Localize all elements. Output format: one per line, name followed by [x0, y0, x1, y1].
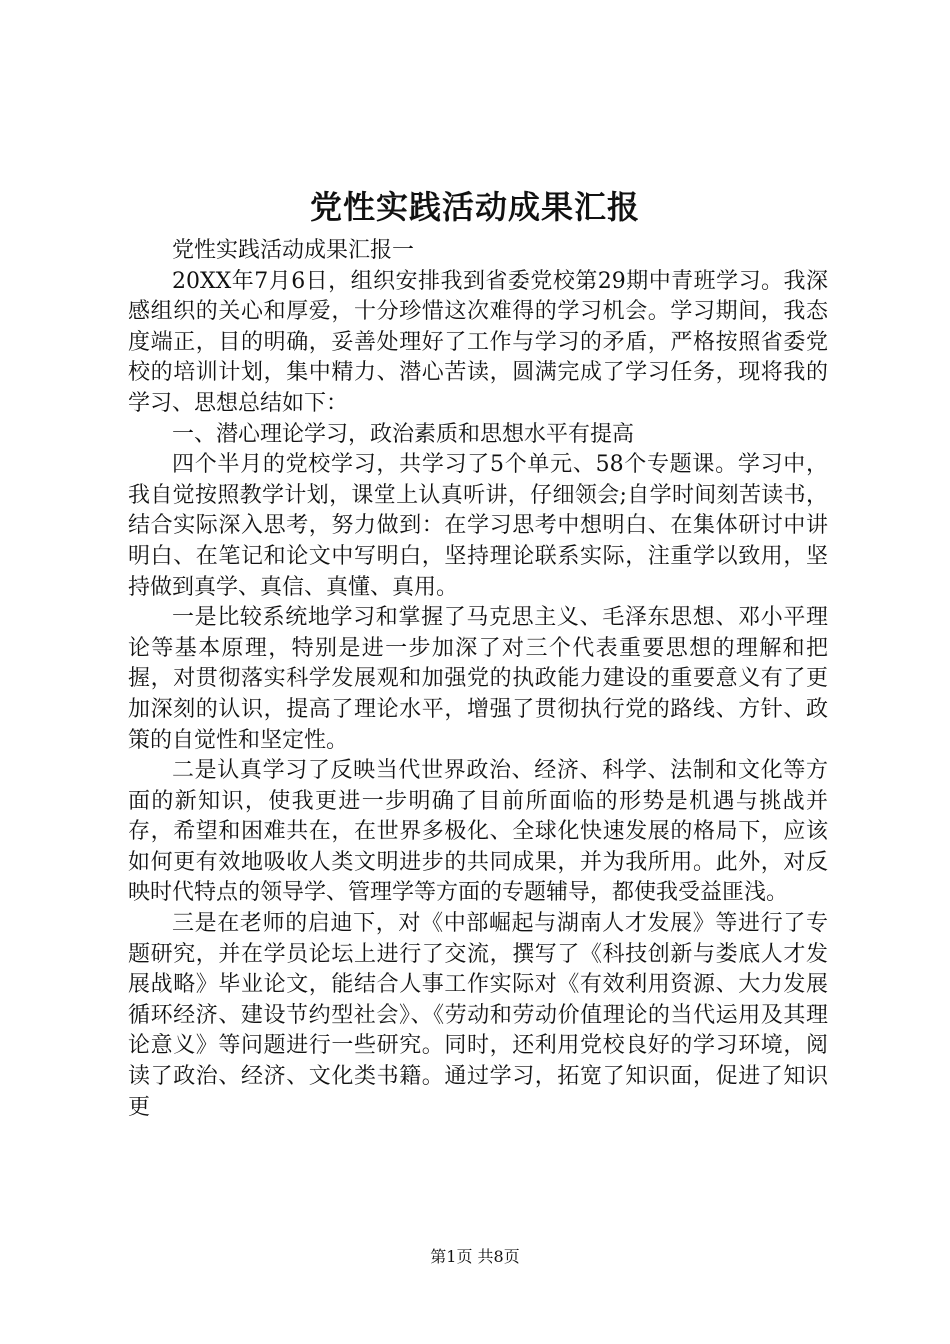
- paragraph-study-overview: 四个半月的党校学习，共学习了5个单元、58个专题课。学习中，我自觉按照教学计划，课堂上认真听讲，仔细领会;自学时间刻苦读书，结合实际深入思考，努力做到：在学习思考中想明白、在集体研讨中讲明白、在笔记和论文中写明白，坚持理论联系实际，注重学以致用，坚持做到真学、真信、真懂、真用。: [128, 452, 828, 600]
- document-title: 党性实践活动成果汇报: [309, 188, 640, 226]
- paragraph-intro: 20XX年7月6日，组织安排我到省委党校第29期中青班学习。我深感组织的关心和厚爱，十分珍惜这次难得的学习机会。学习期间，我态度端正，目的明确，妥善处理好了工作与学习的矛盾，严格按照省委党校的培训计划，集中精力、潜心苦读，圆满完成了学习任务，现将我的学习、思想总结如下：: [128, 268, 828, 416]
- page-number-footer: 第1页 共8页: [430, 1247, 520, 1266]
- paragraph-point-two: 二是认真学习了反映当代世界政治、经济、科学、法制和文化等方面的新知识，使我更进一步明确了目前所面临的形势是机遇与挑战并存，希望和困难共在，在世界多极化、全球化快速发展的格局下，应该如何更有效地吸收人类文明进步的共同成果，并为我所用。此外，对反映时代特点的领导学、管理学等方面的专题辅导，都使我受益匪浅。: [128, 758, 828, 906]
- paragraph-point-three: 三是在老师的启迪下，对《中部崛起与湖南人才发展》等进行了专题研究，并在学员论坛上进行了交流，撰写了《科技创新与娄底人才发展战略》毕业论文，能结合人事工作实际对《有效利用资源、大力发展循环经济、建设节约型社会》、《劳动和劳动价值理论的当代运用及其理论意义》等问题进行一些研究。同时，还利用党校良好的学习环境，阅读了政治、经济、文化类书籍。通过学习，拓宽了知识面，促进了知识更: [128, 911, 828, 1120]
- paragraph-section-heading: 一、潜心理论学习，政治素质和思想水平有提高: [172, 421, 635, 447]
- document-body: [128, 236, 828, 1123]
- paragraph-subtitle: 党性实践活动成果汇报一: [172, 238, 415, 263]
- paragraph-point-one: 一是比较系统地学习和掌握了马克思主义、毛泽东思想、邓小平理论等基本原理，特别是进一步加深了对三个代表重要思想的理解和把握，对贯彻落实科学发展观和加强党的执政能力建设的重要意义有了更加深刻的认识，提高了理论水平，增强了贯彻执行党的路线、方针、政策的自觉性和坚定性。: [128, 605, 828, 753]
